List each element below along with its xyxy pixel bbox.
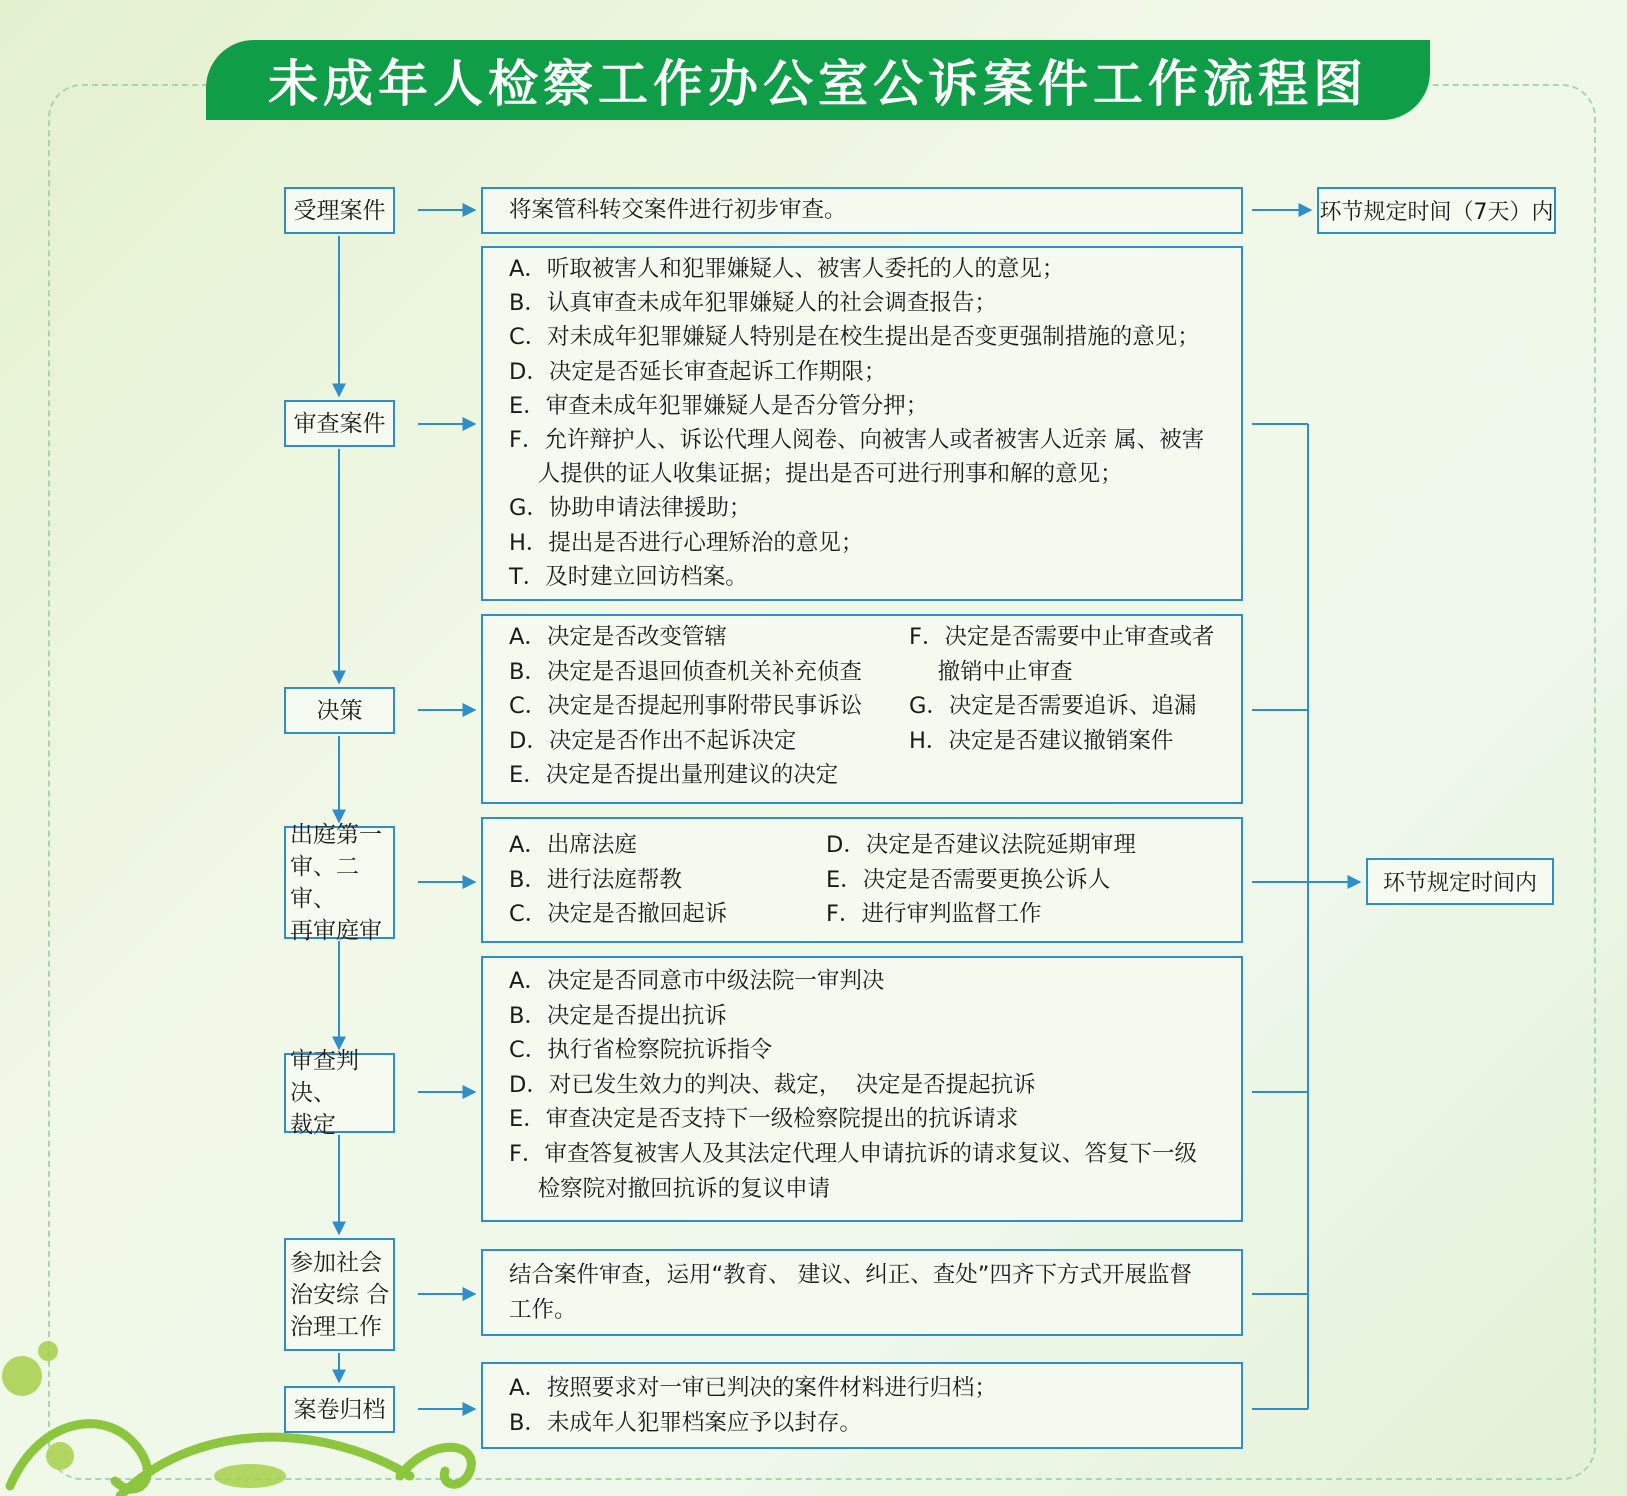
detail-line: F．进行审判监督工作 <box>826 901 1042 927</box>
detail-line: G．协助申请法律援助； <box>509 495 752 522</box>
detail-line: 检察院对撤回抗诉的复议申请 <box>509 1175 831 1202</box>
detail-court-trial <box>481 817 1243 943</box>
detail-line: 撤销中止审查 <box>909 658 1073 685</box>
detail-line: H．决定是否建议撤销案件 <box>909 727 1174 754</box>
detail-line: E．决定是否提出量刑建议的决定 <box>509 762 839 788</box>
time-note-first <box>1317 187 1556 234</box>
detail-line: D．对已发生效力的判决、裁定， 决定是否提起抗诉 <box>509 1071 1036 1098</box>
detail-line: T．及时建立回访档案。 <box>509 563 748 590</box>
step-accept-case <box>284 187 395 234</box>
detail-line: A．决定是否改变管辖 <box>509 624 727 650</box>
step-court-trial <box>284 821 395 944</box>
step-label: 审查案件 <box>293 410 386 437</box>
detail-line: A．按照要求对一审已判决的案件材料进行归档； <box>509 1375 997 1401</box>
step-decision <box>284 687 395 734</box>
detail-social-governance <box>481 1249 1243 1336</box>
detail-line: C．对未成年犯罪嫌疑人特别是在校生提出是否变更强制措施的意见； <box>509 324 1200 351</box>
detail-line: B．进行法庭帮教 <box>509 866 682 893</box>
detail-line: C．决定是否提起刑事附带民事诉讼 <box>509 693 863 719</box>
detail-line: G．决定是否需要追诉、追漏 <box>909 693 1197 719</box>
step-review-judgment <box>284 1048 395 1138</box>
detail-line: D．决定是否建议法院延期审理 <box>826 832 1136 858</box>
step-label: 参加社会 治安综 合 治理工作 <box>290 1249 390 1340</box>
detail-line: 结合案件审查，运用“教育、 建议、纠正、查处”四齐下方式开展监督 <box>509 1262 1192 1288</box>
detail-line: B．未成年人犯罪档案应予以封存。 <box>509 1410 862 1436</box>
detail-line: 人提供的证人收集证据；提出是否可进行刑事和解的意见； <box>509 461 1123 488</box>
page-title: 未成年人检察工作办公室公诉案件工作流程图 <box>268 54 1368 113</box>
detail-line: D．决定是否作出不起诉决定 <box>509 727 797 754</box>
step-label: 决策 <box>316 697 363 724</box>
detail-line: B．认真审查未成年犯罪嫌疑人的社会调查报告； <box>509 290 997 317</box>
time-note-text: 环节规定时间内 <box>1382 871 1537 896</box>
step-label: 审查判决、 裁定 <box>290 1048 359 1138</box>
detail-line: A．听取被害人和犯罪嫌疑人、被害人委托的人的意见； <box>509 256 1065 282</box>
step-label: 出庭第一 审、二审、 再审庭审 <box>290 821 382 944</box>
step-label: 案卷归档 <box>293 1396 386 1423</box>
detail-line: C．决定是否撤回起诉 <box>509 901 728 927</box>
detail-line: A．决定是否同意市中级法院一审判决 <box>509 968 885 994</box>
detail-decision <box>481 614 1243 804</box>
step-label: 受理案件 <box>293 197 386 224</box>
time-note-text: 环节规定时间（7天）内 <box>1319 200 1554 225</box>
step-archive <box>284 1386 395 1433</box>
title-banner <box>206 40 1430 120</box>
detail-line: F．审查答复被害人及其法定代理人申请抗诉的请求复议、答复下一级 <box>509 1140 1197 1167</box>
detail-archive <box>481 1362 1243 1449</box>
detail-line: F．允许辩护人、诉讼代理人阅卷、向被害人或者被害人近亲 属、被害 <box>509 427 1205 454</box>
detail-review <box>481 246 1243 601</box>
detail-line: B．决定是否退回侦查机关补充侦查 <box>509 658 862 685</box>
time-note-rest <box>1366 858 1554 905</box>
step-review-case <box>284 400 395 447</box>
detail-accept <box>481 187 1243 234</box>
detail-review-judgment <box>481 956 1243 1222</box>
detail-line: F．决定是否需要中止审查或者 <box>909 624 1215 650</box>
detail-line: E．决定是否需要更换公诉人 <box>826 866 1111 893</box>
detail-line: C．执行省检察院抗诉指令 <box>509 1037 773 1064</box>
detail-line: E．审查未成年犯罪嫌疑人是否分管分押； <box>509 392 929 419</box>
detail-line: B．决定是否提出抗诉 <box>509 1002 727 1029</box>
detail-line: A．出席法庭 <box>509 832 637 858</box>
step-social-governance <box>284 1238 395 1351</box>
detail-line: E．审查决定是否支持下一级检察院提出的抗诉请求 <box>509 1106 1019 1133</box>
detail-line: 将案管科转交案件进行初步审查。 <box>509 197 847 223</box>
detail-line: H．提出是否进行心理矫治的意见； <box>509 529 864 556</box>
detail-line: 工作。 <box>509 1297 577 1323</box>
detail-line: D．决定是否延长审查起诉工作期限； <box>509 358 887 385</box>
